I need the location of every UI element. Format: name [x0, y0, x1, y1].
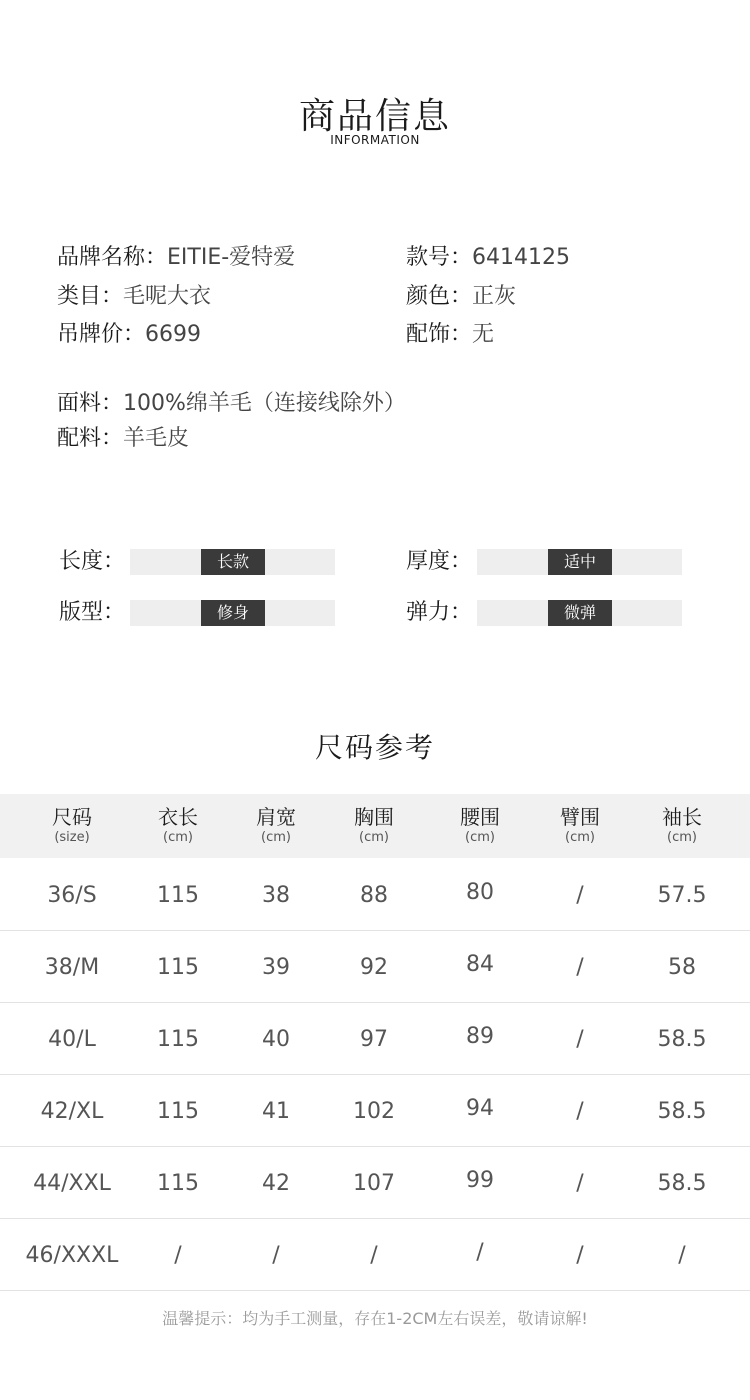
page-subtitle: INFORMATION: [330, 133, 420, 147]
color-row: [406, 282, 516, 312]
table-cell: 36/S: [47, 883, 97, 908]
table-row: [0, 931, 750, 1003]
thickness-label: 厚度：: [406, 549, 473, 574]
color-value: 正灰: [472, 284, 517, 309]
table-cell: /: [576, 1243, 584, 1268]
header-length: [128, 804, 228, 846]
length-label: 长度：: [59, 549, 126, 574]
table-cell: /: [576, 1171, 584, 1196]
table-cell: 38/M: [44, 955, 100, 980]
table-cell: /: [678, 1243, 686, 1268]
style-label: 款号：: [406, 245, 473, 270]
category-row: [57, 282, 211, 312]
table-cell: /: [576, 1027, 584, 1052]
size-table-header: [0, 794, 750, 858]
header-waist-name: 腰围: [460, 805, 500, 829]
header-shoulder-unit: (cm): [261, 830, 291, 845]
header-arm-name: 臂围: [560, 805, 600, 829]
header-waist-unit: (cm): [465, 830, 495, 845]
category-value: 毛呢大衣: [123, 284, 212, 309]
accessory-label: 配饰：: [406, 322, 473, 347]
table-row: [0, 1219, 750, 1291]
brand-row: [57, 243, 295, 273]
brand-value: EITIE-爱特爱: [167, 245, 296, 270]
table-cell: /: [576, 883, 584, 908]
header-size-name: 尺码: [52, 805, 92, 829]
table-row: [0, 859, 750, 931]
header-sleeve-unit: (cm): [667, 830, 697, 845]
length-tag: 长款: [201, 549, 265, 575]
brand-label: 品牌名称：: [57, 245, 168, 270]
table-cell: 115: [157, 955, 199, 980]
category-label: 类目：: [57, 284, 124, 309]
elasticity-tag: 微弹: [548, 600, 612, 626]
table-cell: 40/L: [48, 1027, 96, 1052]
table-cell: 58.5: [657, 1027, 707, 1052]
price-row: [57, 320, 201, 350]
fit-label: 版型：: [59, 600, 126, 625]
table-cell: 58: [668, 955, 696, 980]
header-shoulder-name: 肩宽: [256, 805, 296, 829]
table-row: [0, 1147, 750, 1219]
table-cell: 115: [157, 1171, 199, 1196]
table-cell: 42/XL: [40, 1099, 104, 1124]
table-cell: /: [576, 955, 584, 980]
table-cell: 88: [360, 883, 388, 908]
header-waist: [430, 804, 530, 846]
table-cell: 58.5: [657, 1171, 707, 1196]
header-size-unit: (size): [54, 830, 90, 845]
table-cell: 80: [466, 880, 494, 905]
table-cell: 57.5: [657, 883, 707, 908]
table-cell: 102: [353, 1099, 395, 1124]
accessory-value: 无: [472, 322, 495, 347]
accessory-row: [406, 320, 494, 350]
header-chest-unit: (cm): [359, 830, 389, 845]
header-sleeve: [632, 804, 732, 846]
table-cell: 42: [262, 1171, 290, 1196]
color-label: 颜色：: [406, 284, 473, 309]
table-cell: 58.5: [657, 1099, 707, 1124]
table-cell: 38: [262, 883, 290, 908]
header-sleeve-name: 袖长: [662, 805, 702, 829]
table-cell: /: [476, 1240, 484, 1265]
material-value: 羊毛皮: [123, 426, 190, 451]
header-chest-name: 胸围: [354, 805, 394, 829]
table-cell: 107: [353, 1171, 395, 1196]
table-cell: 115: [157, 1027, 199, 1052]
header-arm-unit: (cm): [565, 830, 595, 845]
table-cell: 99: [466, 1168, 494, 1193]
table-cell: /: [370, 1243, 378, 1268]
fit-tag: 修身: [201, 600, 265, 626]
elasticity-label: 弹力：: [406, 600, 473, 625]
fabric-value: 100%绵羊毛（连接线除外）: [123, 391, 406, 416]
table-cell: /: [174, 1243, 182, 1268]
table-cell: 41: [262, 1099, 290, 1124]
table-cell: /: [272, 1243, 280, 1268]
header-chest: [324, 804, 424, 846]
table-cell: 44/XXL: [33, 1171, 111, 1196]
header-shoulder: [226, 804, 326, 846]
price-value: 6699: [145, 322, 202, 347]
style-row: [406, 243, 570, 273]
table-cell: 40: [262, 1027, 290, 1052]
table-row: [0, 1075, 750, 1147]
page-title: 商品信息: [298, 96, 451, 137]
fabric-label: 面料：: [57, 391, 124, 416]
header-length-name: 衣长: [158, 805, 198, 829]
size-table-title: 尺码参考: [314, 731, 435, 764]
header-length-unit: (cm): [163, 830, 193, 845]
table-cell: 89: [466, 1024, 494, 1049]
table-cell: 94: [466, 1096, 494, 1121]
table-cell: 92: [360, 955, 388, 980]
table-cell: 115: [157, 1099, 199, 1124]
header-arm: [530, 804, 630, 846]
table-cell: 97: [360, 1027, 388, 1052]
table-row: [0, 1003, 750, 1075]
material-label: 配料：: [57, 426, 124, 451]
table-cell: 39: [262, 955, 290, 980]
price-label: 吊牌价：: [57, 322, 146, 347]
fabric-row: [57, 389, 406, 419]
measurement-note: 温馨提示：均为手工测量，存在1-2CM左右误差，敬请谅解!: [162, 1309, 588, 1328]
table-cell: 115: [157, 883, 199, 908]
material-row: [57, 424, 189, 454]
table-cell: /: [576, 1099, 584, 1124]
table-cell: 46/XXXL: [25, 1243, 119, 1268]
style-value: 6414125: [472, 245, 570, 270]
thickness-tag: 适中: [548, 549, 612, 575]
header-size: [22, 804, 122, 846]
table-cell: 84: [466, 952, 494, 977]
